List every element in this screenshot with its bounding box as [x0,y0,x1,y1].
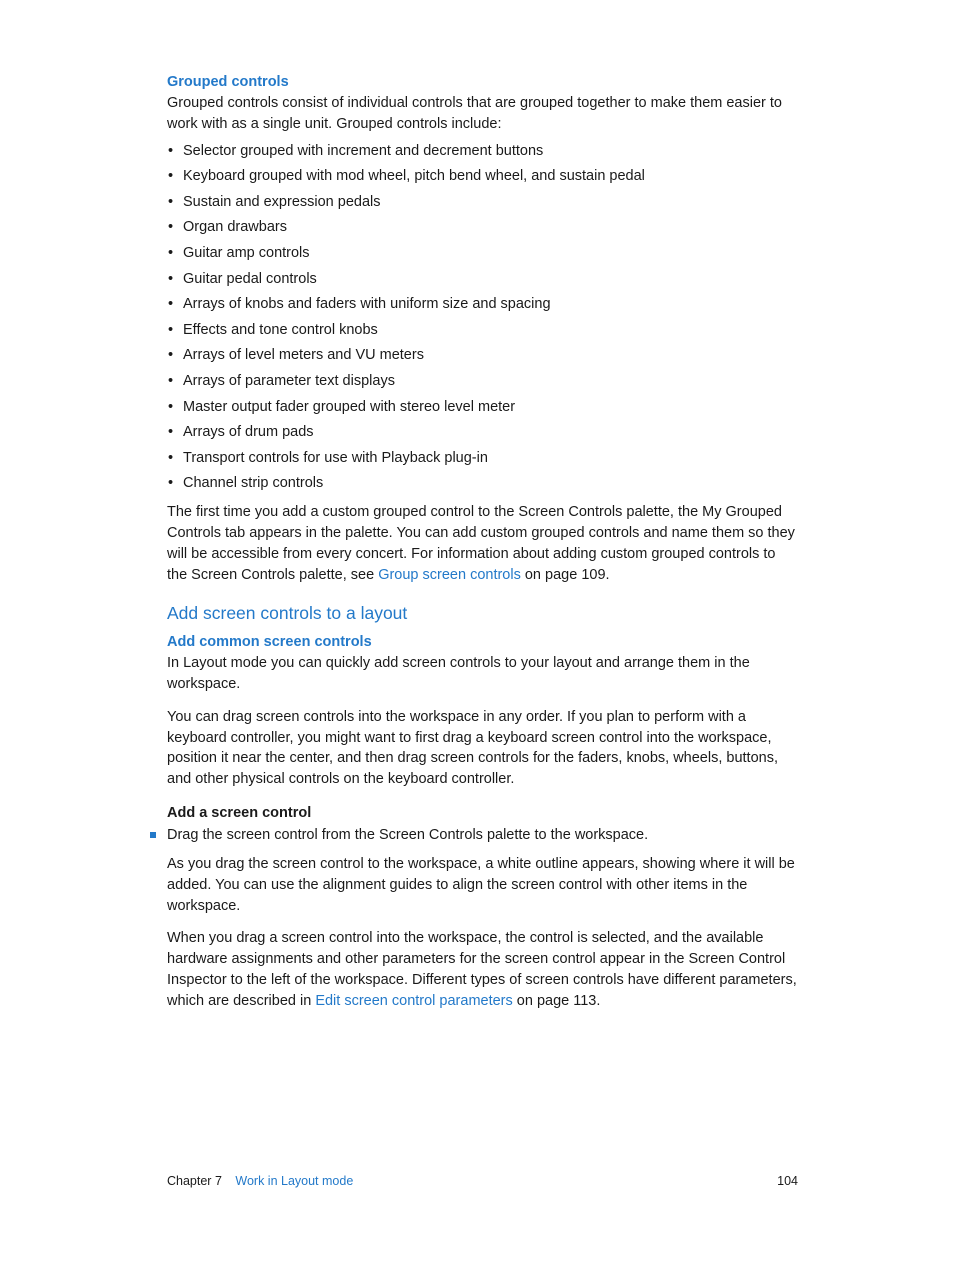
bullet-icon: • [168,424,174,441]
grouped-controls-heading: Grouped controls [167,74,289,90]
inspector-paragraph: When you drag a screen control into the workspace, the control is selected, and the available hardware assignments and other parameters for the screen control appear in the Screen Control Inspector to the left of the workspace. Different types of screen controls have different parameters, which are described in Edit screen control parameters on page 113. [167,930,797,1009]
bullet-icon: • [168,270,174,287]
bullet-icon: • [168,296,174,313]
page-number: 104 [777,1174,798,1188]
chapter-label: Chapter 7 [167,1174,222,1188]
bullet-icon: • [168,321,174,338]
bullet-icon: • [168,475,174,492]
list-item: • Arrays of level meters and VU meters [167,345,797,366]
drag-order-paragraph: You can drag screen controls into the workspace in any order. If you plan to perform with a keyboard controller, you might want to first drag a keyboard screen control into the workspace, position it near the center, and then drag screen controls for the faders, knobs, wheels, buttons, and other physical controls on the keyboard controller. [167,708,778,788]
chapter-title-link[interactable]: Work in Layout mode [235,1174,354,1188]
bullet-icon: • [168,398,174,415]
bullet-icon: • [168,142,174,159]
bullet-icon: • [168,168,174,185]
list-item: • Selector grouped with increment and decrement buttons [167,141,797,162]
bullet-icon: • [168,193,174,210]
list-item: • Organ drawbars [167,217,797,238]
edit-parameters-link[interactable]: Edit screen control parameters [315,992,513,1009]
layout-mode-paragraph: In Layout mode you can quickly add screen controls to your layout and arrange them in the workspace. [167,655,750,693]
grouped-controls-paragraph: The first time you add a custom grouped control to the Screen Controls palette, the My Grouped Controls tab appears in the palette. You can add custom grouped controls and name them so they will be accessible from every concert. For information about adding custom grouped controls to the Screen Controls palette, see Group screen controls on page 109. [167,504,795,583]
bullet-icon: • [168,219,174,236]
bullet-icon: • [168,347,174,364]
bullet-icon: • [168,244,174,261]
outline-paragraph: As you drag the screen control to the workspace, a white outline appears, showing where it will be added. You can use the alignment guides to align the screen control with other items in the workspace. [167,856,795,914]
list-item: • Master output fader grouped with stereo level meter [167,397,797,418]
list-item: • Arrays of parameter text displays [167,371,797,392]
bullet-icon: • [168,372,174,389]
list-item: • Channel strip controls [167,473,797,494]
list-item: • Guitar amp controls [167,243,797,264]
grouped-controls-list [167,141,797,495]
subsection-heading: Add common screen controls [167,634,372,651]
list-item: • Sustain and expression pedals [167,192,797,213]
group-screen-controls-link[interactable]: Group screen controls [378,566,521,583]
section-heading: Add screen controls to a layout [167,603,408,624]
list-item: • Effects and tone control knobs [167,320,797,341]
task-title: Add a screen control [167,805,312,822]
step-square-icon [150,832,156,838]
list-item: • Guitar pedal controls [167,269,797,290]
list-item: • Arrays of knobs and faders with uniform size and spacing [167,294,797,315]
list-item: • Keyboard grouped with mod wheel, pitch bend wheel, and sustain pedal [167,166,797,187]
list-item: • Transport controls for use with Playback plug-in [167,448,797,469]
bullet-icon: • [168,449,174,466]
page-footer [167,1173,798,1189]
page-content [167,72,797,1012]
task-step: Drag the screen control from the Screen Controls palette to the workspace. [167,825,797,846]
grouped-controls-intro: Grouped controls consist of individual controls that are grouped together to make them easier to work with as a single unit. Grouped controls include: [167,95,782,132]
list-item: • Arrays of drum pads [167,422,797,443]
